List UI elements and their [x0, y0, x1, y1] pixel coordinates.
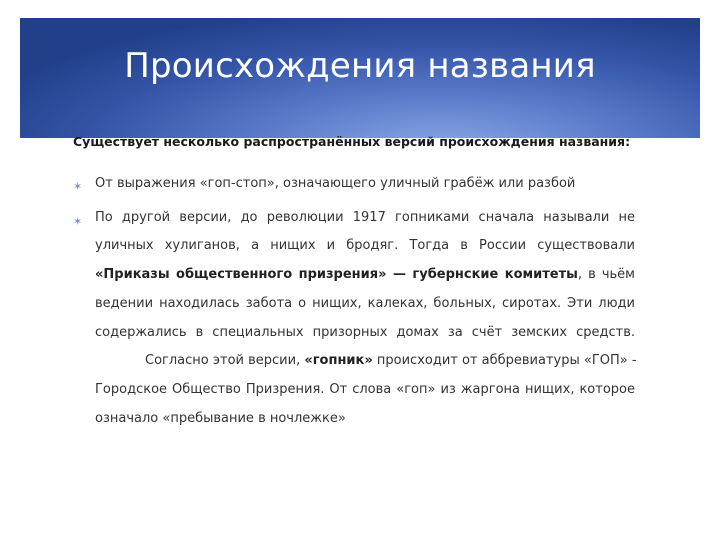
- paragraph-line-5: содержались в специальных призорных домах за счёт земских средств.: [95, 325, 635, 340]
- bullet-item-1: От выражения «гоп-стоп», означающего уличный грабёж или разбой: [95, 176, 576, 191]
- paragraph-line-8: означало «пребывание в ночлежке»: [95, 411, 346, 426]
- paragraph-line-4: ведении находилась забота о нищих, калеках, больных, сиротах. Эти люди: [95, 296, 635, 311]
- paragraph-line-3: «Приказы общественного призрения» — губернские комитеты, в чьём: [95, 267, 635, 282]
- paragraph-line-7: Городское Общество Призрения. От слова «гоп» из жаргона нищих, которое: [95, 382, 635, 397]
- paragraph-line-1: По другой версии, до революции 1917 гопниками сначала называли не: [95, 210, 635, 225]
- paragraph-line-6: Согласно этой версии, «гопник» происходит от аббревиатуры «ГОП» -: [145, 353, 637, 368]
- title-banner: [20, 18, 700, 138]
- bullet-star-icon: ✶: [73, 215, 83, 228]
- bullet-star-icon: ✶: [73, 180, 83, 193]
- intro-line: Существует несколько распространённых версий происхождения названия:: [73, 134, 631, 149]
- paragraph-line-2: уличных хулиганов, а нищих и бродяг. Тогда в России существовали: [95, 238, 635, 253]
- slide-title: Происхождения названия: [124, 46, 596, 86]
